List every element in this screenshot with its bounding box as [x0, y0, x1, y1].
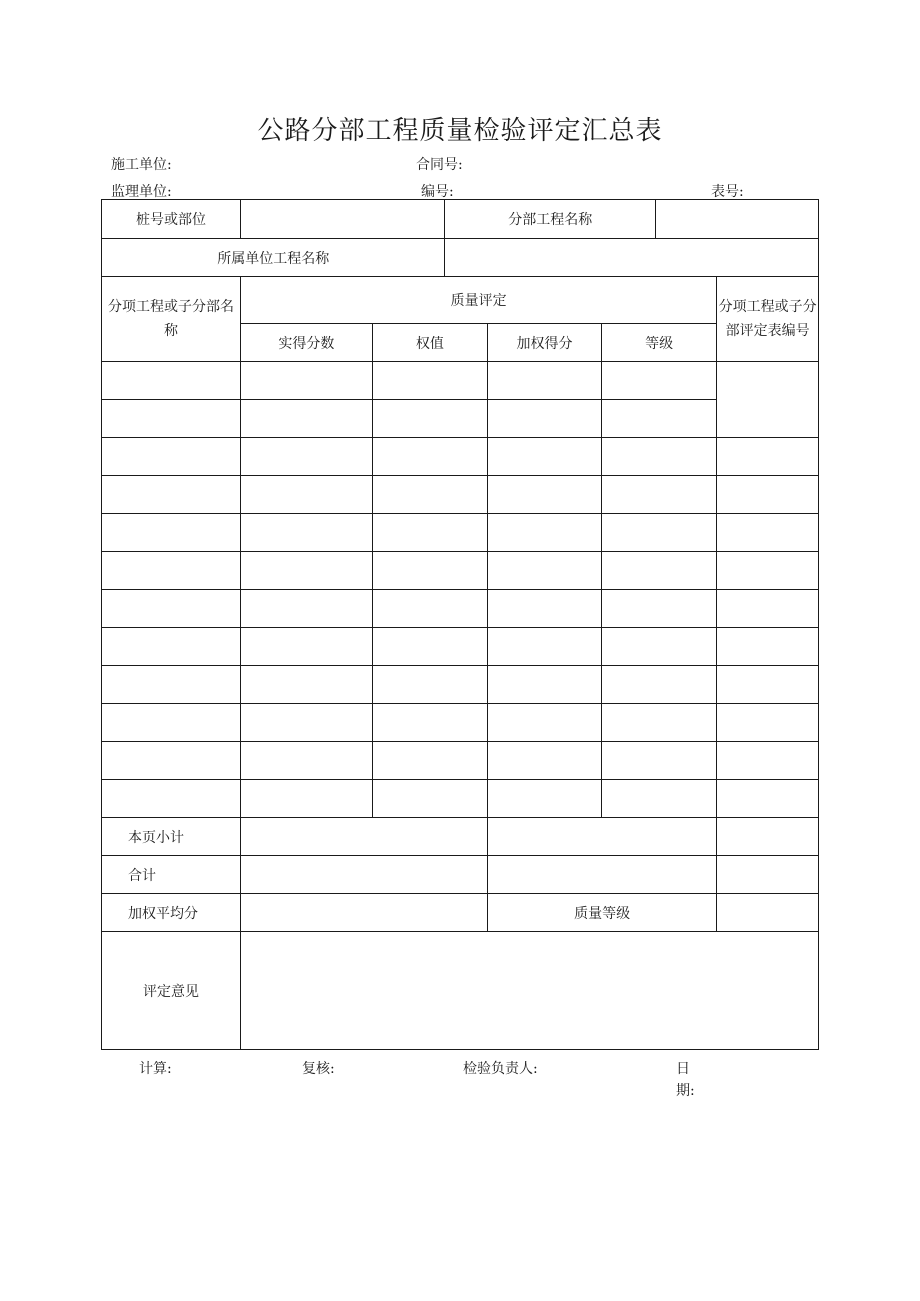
cell[interactable] [602, 666, 717, 704]
cell[interactable] [602, 438, 717, 476]
cell[interactable] [241, 894, 488, 932]
cell[interactable] [102, 362, 241, 400]
cell[interactable] [487, 362, 601, 400]
cell[interactable] [487, 400, 601, 438]
page-title: 公路分部工程质量检验评定汇总表 [257, 116, 663, 146]
cell[interactable] [241, 590, 373, 628]
cell[interactable] [487, 590, 601, 628]
contract-no-label: 合同号: [416, 157, 463, 173]
cell[interactable] [372, 514, 487, 552]
cell[interactable] [241, 552, 373, 590]
cell[interactable] [372, 400, 487, 438]
cell[interactable] [102, 666, 241, 704]
subproject-name-label: 分部工程名称 [445, 200, 656, 239]
quality-header-row [102, 277, 819, 324]
cell[interactable] [487, 628, 601, 666]
cell[interactable] [717, 476, 819, 514]
cell[interactable] [241, 362, 373, 400]
cell[interactable] [372, 628, 487, 666]
table-row [102, 362, 819, 400]
cell[interactable] [241, 514, 373, 552]
opinion-label: 评定意见 [102, 932, 241, 1050]
cell[interactable] [102, 438, 241, 476]
cell[interactable] [102, 628, 241, 666]
cell[interactable] [102, 742, 241, 780]
cell[interactable] [487, 476, 601, 514]
cell[interactable] [102, 780, 241, 818]
cell[interactable] [717, 894, 819, 932]
cell[interactable] [487, 438, 601, 476]
calc-label: 计算: [139, 1061, 172, 1077]
cell[interactable] [602, 362, 717, 400]
cell[interactable] [372, 780, 487, 818]
page-subtotal-row [102, 818, 819, 856]
table-no-label: 表号: [711, 184, 744, 200]
opinion-row [102, 932, 819, 1050]
cell[interactable] [487, 818, 716, 856]
cell[interactable] [602, 552, 717, 590]
cell[interactable] [487, 514, 601, 552]
cell[interactable] [487, 704, 601, 742]
evaluation-summary-table [101, 199, 819, 1050]
date-label-line1: 日 [676, 1061, 690, 1077]
total-label: 合计 [102, 856, 241, 894]
cell[interactable] [102, 476, 241, 514]
cell[interactable] [717, 552, 819, 590]
grade-header: 等级 [602, 324, 717, 362]
cell[interactable] [372, 742, 487, 780]
cell[interactable] [372, 552, 487, 590]
table-row [102, 704, 819, 742]
quality-header: 质量评定 [241, 277, 717, 324]
cell[interactable] [717, 438, 819, 476]
table-row [102, 400, 819, 438]
cell[interactable] [717, 628, 819, 666]
cell[interactable] [487, 780, 601, 818]
table-row [102, 552, 819, 590]
cell[interactable] [372, 704, 487, 742]
weighted-header: 加权得分 [487, 324, 601, 362]
cell[interactable] [602, 476, 717, 514]
unit-project-value[interactable] [445, 239, 819, 277]
table-row [102, 438, 819, 476]
cell[interactable] [602, 780, 717, 818]
cell[interactable] [241, 856, 488, 894]
cell[interactable] [241, 438, 373, 476]
cell[interactable] [102, 514, 241, 552]
subproject-name-value[interactable] [656, 200, 819, 239]
cell[interactable] [102, 552, 241, 590]
cell[interactable] [717, 780, 819, 818]
cell[interactable] [717, 818, 819, 856]
weighted-average-label: 加权平均分 [102, 894, 241, 932]
table-row [102, 476, 819, 514]
cell[interactable] [717, 590, 819, 628]
review-label: 复核: [302, 1061, 335, 1077]
cell[interactable] [241, 400, 373, 438]
table-row [102, 590, 819, 628]
unit-project-label: 所属单位工程名称 [102, 239, 445, 277]
cell[interactable] [717, 514, 819, 552]
cell[interactable] [241, 780, 373, 818]
cell[interactable] [602, 400, 717, 438]
cell[interactable] [372, 476, 487, 514]
item-name-header: 分项工程或子分部名称 [102, 277, 241, 362]
cell[interactable] [602, 628, 717, 666]
cell[interactable] [487, 742, 601, 780]
table-row [102, 780, 819, 818]
cell[interactable] [241, 476, 373, 514]
cell[interactable] [241, 742, 373, 780]
score-header: 实得分数 [241, 324, 373, 362]
form-no-header: 分项工程或子分部评定表编号 [717, 277, 819, 362]
cell[interactable] [241, 666, 373, 704]
cell[interactable] [372, 438, 487, 476]
cell[interactable] [372, 590, 487, 628]
cell[interactable] [602, 514, 717, 552]
serial-no-label: 编号: [421, 184, 454, 200]
total-row [102, 856, 819, 894]
cell[interactable] [487, 856, 716, 894]
stake-label: 桩号或部位 [102, 200, 241, 239]
stake-row [102, 200, 819, 239]
cell[interactable] [102, 400, 241, 438]
table-row [102, 742, 819, 780]
page-subtotal-label: 本页小计 [102, 818, 241, 856]
stake-value[interactable] [241, 200, 445, 239]
cell[interactable] [241, 704, 373, 742]
construction-unit-label: 施工单位: [111, 157, 172, 173]
cell[interactable] [487, 552, 601, 590]
cell[interactable] [602, 704, 717, 742]
cell[interactable] [602, 590, 717, 628]
quality-grade-label: 质量等级 [487, 894, 716, 932]
table-row [102, 628, 819, 666]
supervision-unit-label: 监理单位: [111, 184, 172, 200]
table-row [102, 666, 819, 704]
opinion-value[interactable] [241, 932, 819, 1050]
weighted-average-row [102, 894, 819, 932]
table-row [102, 514, 819, 552]
cell[interactable] [717, 666, 819, 704]
cell[interactable] [717, 362, 819, 438]
cell[interactable] [241, 818, 488, 856]
cell[interactable] [717, 742, 819, 780]
cell[interactable] [102, 590, 241, 628]
weight-header: 权值 [372, 324, 487, 362]
cell[interactable] [372, 362, 487, 400]
cell[interactable] [717, 704, 819, 742]
unit-project-row [102, 239, 819, 277]
inspector-label: 检验负责人: [463, 1061, 538, 1077]
cell[interactable] [102, 704, 241, 742]
cell[interactable] [372, 666, 487, 704]
cell[interactable] [487, 666, 601, 704]
cell[interactable] [717, 856, 819, 894]
cell[interactable] [241, 628, 373, 666]
date-label-line2: 期: [676, 1083, 695, 1099]
cell[interactable] [602, 742, 717, 780]
